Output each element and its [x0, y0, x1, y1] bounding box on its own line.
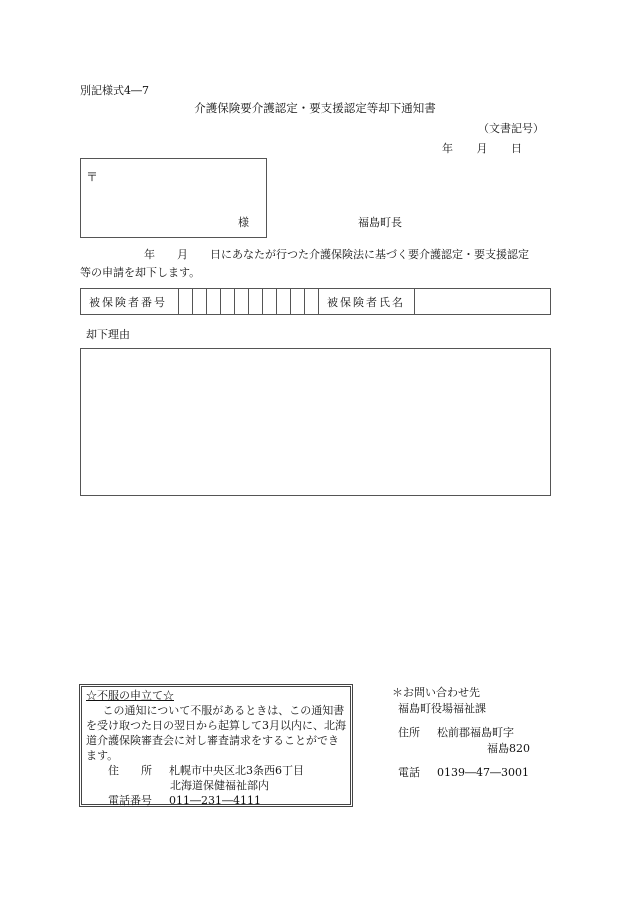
insured-number-digit	[291, 289, 305, 314]
body-month: 月	[177, 248, 188, 261]
insured-name-label: 被保険者氏名	[319, 289, 415, 314]
issue-date	[442, 140, 522, 156]
insured-number-digit	[263, 289, 277, 314]
contact-address-line2: 福島820	[487, 742, 530, 755]
date-month: 月	[476, 142, 488, 155]
contact-address-row	[392, 725, 530, 741]
contact-phone-row	[392, 765, 530, 781]
appeal-notice-box	[79, 684, 353, 807]
contact-info	[392, 685, 530, 781]
body-text-line1	[80, 246, 529, 262]
contact-phone-label: 電話	[398, 766, 420, 779]
body-text-line2: 等の申請を却下します。	[80, 266, 201, 279]
insured-id-table	[80, 288, 551, 315]
body-line1-tail: 日にあなたが行つた介護保険法に基づく要介護認定・要支援認定	[210, 248, 529, 261]
appeal-address-line2: 北海道保健福祉部内	[170, 779, 269, 792]
contact-heading: ＊お問い合わせ先	[392, 686, 480, 699]
honorific-sama: 様	[238, 216, 249, 229]
appeal-title: ☆不服の申立て☆	[86, 689, 174, 702]
insured-number-label: 被保険者番号	[81, 289, 179, 314]
insured-number-digit	[193, 289, 207, 314]
appeal-paragraph: この通知について不服があるときは、この通知書を受け取つた日の翌日から起算して3月以内に、北海道介護保険審査会に対し審査請求をすることができます。	[86, 704, 346, 762]
contact-office: 福島町役場福祉課	[398, 702, 486, 715]
insured-number-digit	[221, 289, 235, 314]
issuer-name: 福島町長	[358, 216, 402, 229]
rejection-reason-box	[80, 348, 551, 496]
insured-number-digit	[235, 289, 249, 314]
appeal-address-label: 住 所	[108, 764, 152, 777]
contact-address-label: 住所	[398, 726, 420, 739]
appeal-address-row	[86, 763, 346, 778]
body-year: 年	[144, 248, 155, 261]
appeal-address-line1: 札幌市中央区北3条西6丁目	[169, 764, 304, 777]
rejection-reason-label: 却下理由	[86, 328, 130, 341]
insured-number-digit	[277, 289, 291, 314]
insured-number-digit	[305, 289, 319, 314]
insured-number-digit	[207, 289, 221, 314]
appeal-phone-label: 電話番号	[108, 794, 152, 807]
document-title: 介護保険要介護認定・要支援認定等却下通知書	[194, 101, 436, 115]
appeal-phone-row	[86, 793, 346, 808]
contact-address-line1: 松前郡福島町字	[437, 726, 514, 739]
postal-mark: 〒	[86, 170, 99, 184]
contact-phone: 0139―47―3001	[437, 766, 529, 779]
document-number: （文書記号）	[478, 122, 544, 135]
form-id: 別記様式4―7	[80, 84, 149, 97]
date-year: 年	[442, 142, 453, 155]
date-day: 日	[511, 142, 522, 155]
insured-number-digit	[249, 289, 263, 314]
appeal-phone: 011―231―4111	[169, 794, 261, 807]
insured-name-field	[415, 289, 550, 314]
insured-number-digit	[179, 289, 193, 314]
